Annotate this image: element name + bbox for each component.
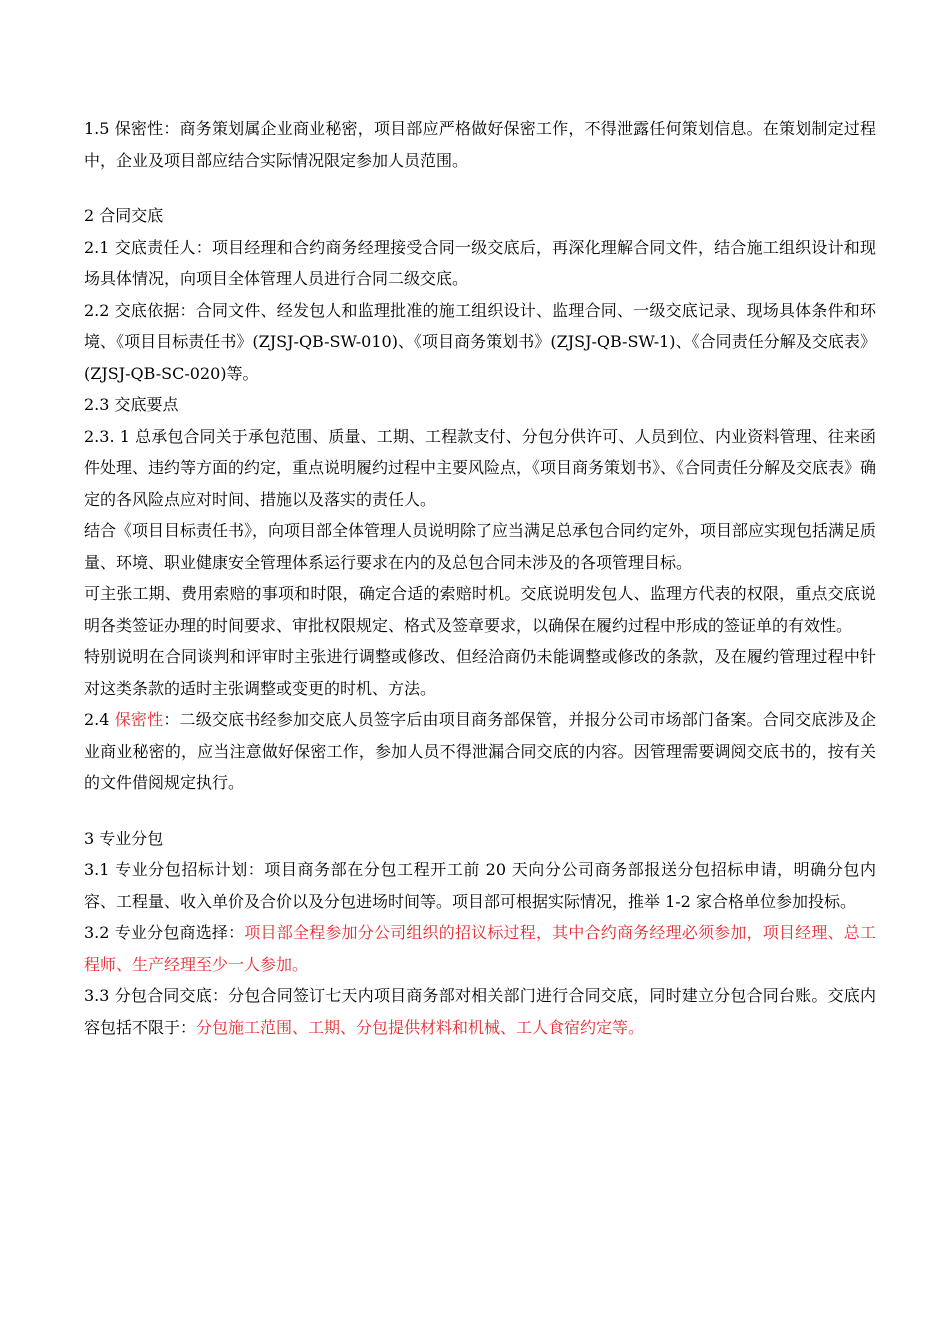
heading-2: 2 合同交底 [84, 206, 164, 225]
paragraph-2-4-number: 2.4 [84, 710, 115, 729]
heading-3: 3 专业分包 [84, 828, 164, 848]
paragraph-1-5: 1.5 保密性：商务策划属企业商业秘密，项目部应严格做好保密工作，不得泄露任何策划信息。在策划制定过程中，企业及项目部应结合实际情况限定参加人员范围。 [84, 119, 876, 170]
paragraph-2-3-1: 2.3. 1 总承包合同关于承包范围、质量、工期、工程款支付、分包分供许可、人员到位、内业资料管理、往来函件处理、违约等方面的约定，重点说明履约过程中主要风险点，《项目商务策划书》、《合同责任分解及交底表》确定的各风险点应对时间、措施以及落实的责任人。 [84, 426, 877, 509]
paragraph-2-1: 2.1 交底责任人：项目经理和合约商务经理接受合同一级交底后，再深化理解合同文件，结合施工组织设计和现场具体情况，向项目全体管理人员进行合同二级交底。 [84, 237, 876, 288]
paragraph-2-3-4: 特别说明在合同谈判和评审时主张进行调整或修改、但经洽商仍未能调整或修改的条款，及在履约管理过程中针对这类条款的适时主张调整或变更的时机、方法。 [84, 647, 876, 698]
paragraph-3-1: 3.1 专业分包招标计划：项目商务部在分包工程开工前 20 天向分公司商务部报送分包招标申请，明确分包内容、工程量、收入单价及合价以及分包进场时间等。项目部可根据实际情况，推举 1-2 家合格单位参加投标。 [84, 860, 876, 911]
spacer [84, 799, 876, 823]
paragraph-2-3-2: 结合《项目目标责任书》，向项目部全体管理人员说明除了应当满足总承包合同约定外，项目部应实现包括满足质量、环境、职业健康安全管理体系运行要求在内的及总包合同未涉及的各项管理目标。 [84, 521, 877, 572]
paragraph-3-2-lead: 3.2 专业分包商选择： [84, 923, 245, 942]
document-page [84, 113, 876, 1043]
paragraph-2-3-3: 可主张工期、费用索赔的事项和时限，确定合适的索赔时机。交底说明发包人、监理方代表的权限，重点交底说明各类签证办理的时间要求、审批权限规定、格式及签章要求，以确保在履约过程中形成的签证单的有效性。 [84, 584, 876, 635]
paragraph-2-2: 2.2 交底依据：合同文件、经发包人和监理批准的施工组织设计、监理合同、一级交底记录、现场具体条件和环境、《项目目标责任书》(ZJSJ-QB-SW-010)、《项目商务策划书》(ZJSJ-QB-SW-1)、《合同责任分解及交底表》(ZJSJ-QB-SC-020)等。 [84, 300, 876, 383]
paragraph-2-4-text: ：二级交底书经参加交底人员签字后由项目商务部保管，并报分公司市场部门备案。合同交底涉及企业商业秘密的，应当注意做好保密工作，参加人员不得泄漏合同交底的内容。因管理需要调阅交底书的，按有关的文件借阅规定执行。 [84, 710, 876, 792]
spacer [84, 176, 876, 200]
paragraph-3-2-highlight: 项目部全程参加分公司组织的招议标过程，其中合约商务经理必须参加，项目经理、总工程师、生产经理至少一人参加。 [84, 923, 876, 974]
paragraph-2-4 [84, 704, 876, 799]
paragraph-3-3-highlight: 分包施工范围、工期、分包提供材料和机械、工人食宿约定等。 [196, 1017, 645, 1037]
paragraph-3-3-lead: 3.3 分包合同交底：分包合同签订七天内项目商务部对相关部门进行合同交底，同时建立分包合同台账。交底内容包括不限于： [84, 986, 876, 1037]
paragraph-3-2 [84, 917, 876, 980]
paragraph-3-3 [84, 980, 876, 1043]
paragraph-2-4-highlight: 保密性 [114, 710, 164, 729]
heading-2-3: 2.3 交底要点 [84, 395, 179, 414]
